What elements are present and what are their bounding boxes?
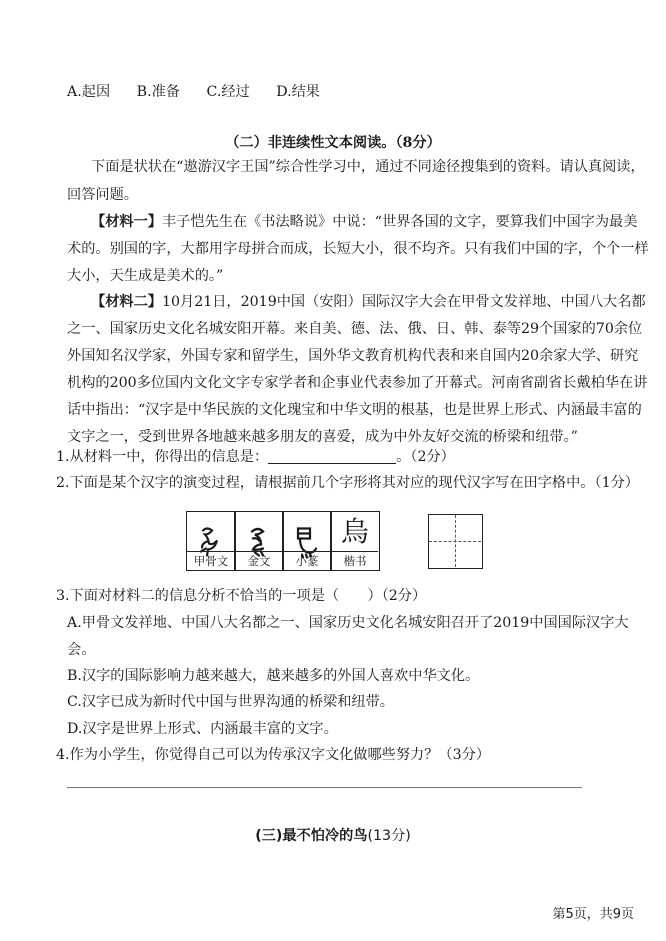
tianzige-answer-box[interactable] <box>428 514 483 569</box>
option-a: A.起因 <box>67 84 111 100</box>
section3-title <box>0 825 666 845</box>
option-b: B.准备 <box>136 84 180 100</box>
material1-text-1: 丰子恺先生在《书法略说》中说：“世界各国的文字，要算我们中国字为最美 <box>161 214 638 230</box>
label-bronze: 金文 <box>247 554 271 568</box>
material1-line-2: 术的。别国的字，大都用字母拼合而成，长短大小，很不均齐。只有我们中国的字，个个一样 <box>67 241 649 257</box>
material2-line-6: 文字之一，受到世界各地越来越多朋友的喜爱，成为中外友好交流的桥梁和纽带。” <box>67 429 578 445</box>
material2-label: 【材料二】 <box>91 294 162 310</box>
top-options <box>67 81 342 101</box>
q3-option-a-cont: 会。 <box>67 642 96 658</box>
question-1-suffix: 。（2分） <box>396 449 455 465</box>
grid-guide <box>429 541 481 542</box>
intro-line-2: 回答问题。 <box>67 187 138 203</box>
material2-line-5: 话中指出：“汉字是中华民族的文化瑰宝和中华文明的根基，也是世界上形式、内涵最丰富的 <box>67 402 642 418</box>
question-4: 4.作为小学生，你觉得自己可以为传承汉字文化做哪些努力？（3分） <box>56 747 491 763</box>
regular-script-glyph: 烏 <box>340 515 369 548</box>
label-oracle-bone: 甲骨文 <box>193 554 229 568</box>
material2-line-1 <box>91 288 646 316</box>
material2-line-3: 外国知名汉学家，外国专家和留学生，国外华文教育机构代表和来自国内20余家大学、研究 <box>67 348 639 364</box>
intro-line-1: 下面是状状在“遨游汉字王国”综合性学习中，通过不同途径搜集到的资料。请认真阅读， <box>91 159 645 175</box>
table-divider <box>187 551 378 552</box>
material2-line-2: 之一、国家历史文化名城安阳开幕。来自美、德、法、俄、日、韩、泰等29个国家的70余位 <box>67 321 643 337</box>
q3-option-d: D.汉字是世界上形式、内涵最丰富的文字。 <box>67 721 338 737</box>
option-c: C.经过 <box>206 84 250 100</box>
label-small-seal: 小篆 <box>295 554 319 568</box>
material1-line-1 <box>91 208 637 236</box>
answer-line-q4[interactable] <box>67 787 582 788</box>
label-regular-script: 楷书 <box>343 554 367 568</box>
q3-option-a: A.甲骨文发祥地、中国八大名都之一、国家历史文化名城安阳召开了2019中国国际汉字大 <box>67 615 629 631</box>
section3-title-score: (13分) <box>367 828 411 844</box>
q3-option-b: B.汉字的国际影响力越来越大，越来越多的外国人喜欢中华文化。 <box>67 668 480 684</box>
character-evolution-table <box>186 511 380 571</box>
material1-label: 【材料一】 <box>91 214 162 230</box>
section2-title: （二）非连续性文本阅读。（8分） <box>225 135 441 151</box>
q3-option-c: C.汉字已成为新时代中国与世界沟通的桥梁和纽带。 <box>67 694 394 710</box>
question-2: 2.下面是某个汉字的演变过程，请根据前几个字形将其对应的现代汉字写在田字格中。（1分） <box>56 475 639 491</box>
question-1 <box>56 443 455 471</box>
material2-text-1: 10月21日，2019中国（安阳）国际汉字大会在甲骨文发祥地、中国八大名都 <box>161 294 646 310</box>
answer-blank-q1[interactable] <box>268 447 396 464</box>
question-1-text: 1.从材料一中，你得出的信息是： <box>56 449 269 465</box>
question-3: 3.下面对材料二的信息分析不恰当的一项是（ ）（2分） <box>56 588 427 604</box>
section3-title-text: (三)最不怕冷的鸟 <box>255 828 368 844</box>
option-d: D.结果 <box>276 84 320 100</box>
material1-line-3: 大小，天生成是美术的。” <box>67 268 224 284</box>
material2-line-4: 机构的200多位国内文化文字专家学者和企事业代表参加了开幕式。河南省副省长戴柏华在讲 <box>67 375 648 391</box>
page-number: 第5页，共9页 <box>552 907 634 922</box>
